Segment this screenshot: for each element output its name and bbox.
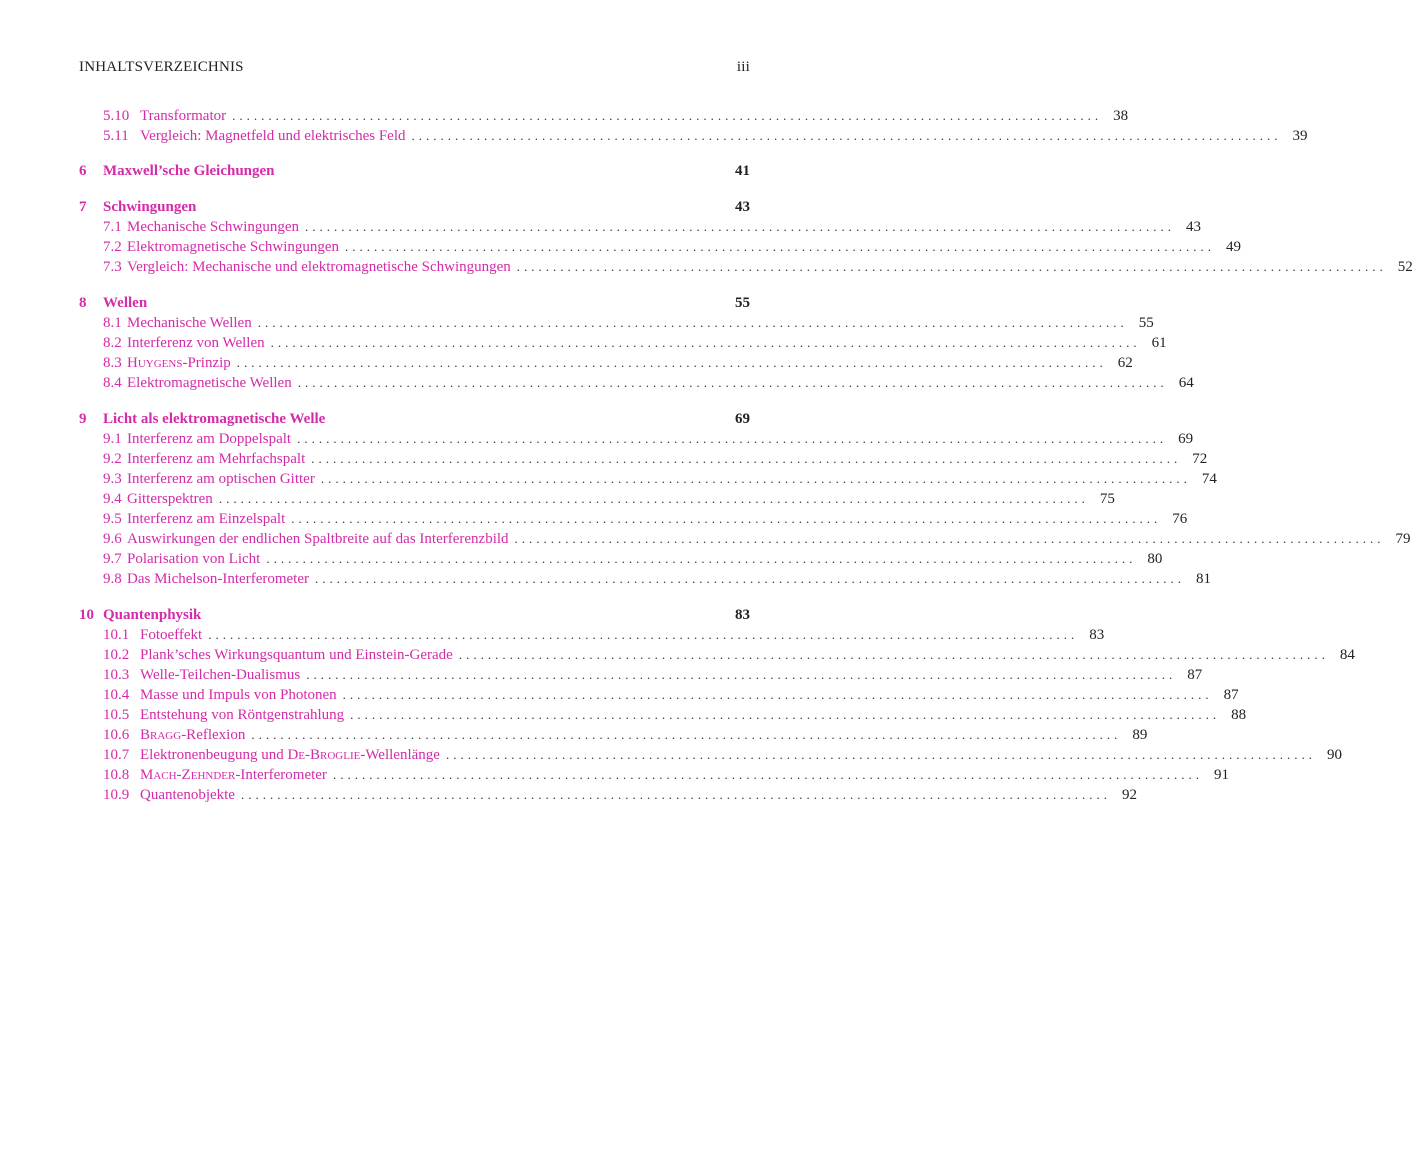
toc-section-entry[interactable] (79, 665, 1203, 685)
toc-entry-number: 9.3 (103, 471, 122, 487)
toc-leader-dots: ........................................................................................................................ (297, 375, 1168, 390)
toc-entry-page: 72 (1192, 451, 1208, 467)
toc-entry-page: 41 (735, 163, 750, 179)
toc-leader-dots: ........................................................................................................................ (306, 667, 1177, 682)
toc-section-entry[interactable] (79, 373, 1194, 393)
toc-entry-title-name: De-Broglie (287, 747, 361, 763)
toc-section-entry[interactable] (79, 489, 1115, 509)
toc-entry-number: 5.11 (103, 128, 129, 144)
toc-entry-number: 10 (79, 607, 94, 623)
toc-entry-title[interactable]: Plank’sches Wirkungsquantum und Einstein-Gerade (140, 647, 453, 663)
toc-entry-number: 10.7 (103, 747, 130, 763)
toc-entry-title[interactable]: Interferenz von Wellen (127, 335, 265, 351)
toc-leader-dots: ........................................................................................................................ (332, 767, 1203, 782)
toc-entry-page: 80 (1147, 551, 1163, 567)
toc-entry-number: 5.10 (103, 108, 130, 124)
toc-entry-page: 87 (1187, 667, 1203, 683)
toc-entry-page: 81 (1196, 571, 1212, 587)
toc-leader-dots: ........................................................................................................................ (342, 687, 1213, 702)
toc-leader-dots: ........................................................................................................................ (257, 315, 1128, 330)
toc-chapter-entry[interactable] (79, 161, 750, 181)
toc-section-entry[interactable] (79, 765, 1229, 785)
toc-entry-page: 39 (1292, 128, 1308, 144)
toc-leader-dots: ........................................................................................................................ (458, 647, 1329, 662)
toc-entry-number: 8.1 (103, 315, 122, 331)
toc-entry-page: 69 (1178, 431, 1194, 447)
toc-leader-dots: ........................................................................................................................ (232, 108, 1103, 123)
toc-chapter-entry[interactable] (79, 293, 750, 313)
toc-entry-title[interactable]: Quantenobjekte (140, 787, 235, 803)
toc-section-entry[interactable] (79, 353, 1133, 373)
toc-entry-page: 55 (1138, 315, 1154, 331)
toc-entry-page: 49 (1226, 239, 1242, 255)
toc-entry-title[interactable]: Transformator (140, 108, 227, 124)
toc-leader-dots: ........................................................................................................................ (240, 787, 1111, 802)
toc-entry-number: 9.2 (103, 451, 122, 467)
toc-entry-title[interactable]: Quantenphysik (103, 607, 202, 623)
toc-leader-dots: ........................................................................................................................ (350, 707, 1221, 722)
toc-entry-number: 10.9 (103, 787, 130, 803)
toc-section-entry[interactable] (79, 745, 1342, 765)
toc-entry-page: 55 (735, 295, 750, 311)
toc-entry-title[interactable]: Schwingungen (103, 199, 197, 215)
toc-entry-page: 89 (1132, 727, 1148, 743)
toc-entry-title[interactable]: Polarisation von Licht (127, 551, 261, 567)
toc-section-entry[interactable] (79, 705, 1247, 725)
toc-entry-page: 43 (735, 199, 750, 215)
header-page-number: iii (736, 59, 750, 75)
toc-section-entry[interactable] (79, 313, 1154, 333)
toc-entry-number: 9.8 (103, 571, 122, 587)
toc-entry-number: 9.4 (103, 491, 122, 507)
toc-entry-page: 87 (1223, 687, 1239, 703)
toc-entry-page: 90 (1326, 747, 1342, 763)
toc-entry-number: 9 (79, 411, 87, 427)
toc-entry-title-rest: -Reflexion (181, 727, 246, 743)
toc-entry-title[interactable]: Mechanische Schwingungen (127, 219, 300, 235)
toc-entry-number: 8 (79, 295, 87, 311)
toc-entry-title[interactable]: Elektromagnetische Schwingungen (127, 239, 340, 255)
toc-entry-page: 43 (1186, 219, 1202, 235)
toc-entry-title[interactable]: Das Michelson-Interferometer (127, 571, 310, 587)
toc-entry-page: 83 (735, 607, 750, 623)
toc-entry-title[interactable] (127, 353, 231, 373)
toc-entry-title-name: Bragg (140, 727, 182, 743)
toc-entry-number: 7.1 (103, 219, 122, 235)
toc-entry-number: 7.3 (103, 259, 122, 275)
toc-entry-number: 9.6 (103, 531, 122, 547)
toc-leader-dots: ........................................................................................................................ (311, 451, 1182, 466)
toc-entry-title[interactable] (140, 725, 245, 745)
toc-entry-title[interactable]: Licht als elektromagnetische Welle (103, 411, 326, 427)
toc-entry-page: 69 (735, 411, 750, 427)
toc-entry-number: 10.1 (103, 627, 130, 643)
toc-leader-dots: ........................................................................................................................ (270, 335, 1141, 350)
toc-entry-number: 6 (79, 163, 87, 179)
toc-leader-dots: ........................................................................................................................ (345, 239, 1216, 254)
running-header (79, 59, 750, 76)
toc-section-entry[interactable] (79, 469, 1217, 489)
toc-section-entry[interactable] (79, 569, 1212, 589)
toc-section-entry[interactable] (79, 429, 1194, 449)
toc-leader-dots: ........................................................................................................................ (315, 571, 1186, 586)
toc-entry-page: 38 (1113, 108, 1129, 124)
toc-entry-title[interactable]: Interferenz am Doppelspalt (127, 431, 292, 447)
toc-entry-page: 62 (1117, 355, 1133, 371)
toc-entry-number: 8.4 (103, 375, 122, 391)
toc-entry-title[interactable]: Maxwell’sche Gleichungen (103, 163, 275, 179)
toc-entry-number: 10.3 (103, 667, 130, 683)
toc-entry-page: 61 (1151, 335, 1167, 351)
toc-leader-dots: ........................................................................................................................ (291, 511, 1162, 526)
toc-section-entry[interactable] (79, 257, 1413, 277)
toc-entry-page: 92 (1121, 787, 1137, 803)
toc-entry-page: 88 (1231, 707, 1247, 723)
table-of-contents (79, 106, 1413, 805)
toc-entry-page: 52 (1397, 259, 1413, 275)
toc-entry-number: 9.1 (103, 431, 122, 447)
toc-entry-title[interactable]: Masse und Impuls von Photonen (140, 687, 337, 703)
toc-leader-dots: ........................................................................................................................ (251, 727, 1122, 742)
toc-section-entry[interactable] (79, 217, 1202, 237)
toc-leader-dots: ........................................................................................................................ (208, 627, 1079, 642)
toc-entry-title[interactable]: Mechanische Wellen (127, 315, 252, 331)
toc-leader-dots: ........................................................................................................................ (218, 491, 1089, 506)
toc-section-entry[interactable] (79, 106, 1129, 126)
toc-section-entry[interactable] (79, 509, 1188, 529)
toc-entry-page: 79 (1395, 531, 1411, 547)
toc-entry-title[interactable]: Interferenz am Mehrfachspalt (127, 451, 306, 467)
toc-chapter-entry[interactable] (79, 197, 750, 217)
toc-section-entry[interactable] (79, 237, 1242, 257)
toc-entry-title-name: Huygens (127, 355, 183, 371)
toc-entry-number: 10.5 (103, 707, 130, 723)
toc-leader-dots: ........................................................................................................................ (516, 259, 1387, 274)
toc-entry-title[interactable] (140, 765, 327, 785)
toc-entry-number: 10.4 (103, 687, 130, 703)
toc-section-entry[interactable] (79, 685, 1239, 705)
toc-section-entry[interactable] (79, 449, 1208, 469)
toc-entry-number: 9.7 (103, 551, 122, 567)
toc-entry-title[interactable]: Vergleich: Magnetfeld und elektrisches Feld (140, 128, 406, 144)
toc-entry-page: 83 (1089, 627, 1105, 643)
toc-entry-number: 10.6 (103, 727, 130, 743)
toc-leader-dots: ........................................................................................................................ (514, 531, 1385, 546)
toc-entry-number: 10.2 (103, 647, 130, 663)
toc-entry-title[interactable]: Welle-Teilchen-Dualismus (140, 667, 301, 683)
toc-entry-number: 8.2 (103, 335, 122, 351)
toc-entry-number: 7.2 (103, 239, 122, 255)
toc-leader-dots: ........................................................................................................................ (411, 128, 1282, 143)
toc-leader-dots: ........................................................................................................................ (297, 431, 1168, 446)
toc-leader-dots: ........................................................................................................................ (266, 551, 1137, 566)
toc-entry-page: 84 (1339, 647, 1355, 663)
toc-leader-dots: ........................................................................................................................ (305, 219, 1176, 234)
header-title: INHALTSVERZEICHNIS (79, 59, 244, 75)
toc-section-entry[interactable] (79, 549, 1163, 569)
toc-entry-page: 75 (1099, 491, 1115, 507)
toc-entry-title[interactable]: Entstehung von Röntgenstrahlung (140, 707, 345, 723)
toc-entry-number: 7 (79, 199, 87, 215)
toc-entry-title[interactable]: Interferenz am Einzelspalt (127, 511, 286, 527)
toc-section-entry[interactable] (79, 529, 1411, 549)
toc-leader-dots: ........................................................................................................................ (320, 471, 1191, 486)
toc-entry-title-rest: -Prinzip (182, 355, 231, 371)
toc-entry-page: 64 (1178, 375, 1194, 391)
toc-leader-dots: ........................................................................................................................ (236, 355, 1107, 370)
toc-entry-title[interactable]: Wellen (103, 295, 148, 311)
toc-section-entry[interactable] (79, 126, 1308, 146)
toc-entry-page: 76 (1172, 511, 1188, 527)
toc-section-entry[interactable] (79, 625, 1105, 645)
toc-entry-title[interactable]: Auswirkungen der endlichen Spaltbreite auf das Interferenzbild (127, 531, 509, 547)
toc-entry-title-rest: -Wellenlänge (360, 747, 440, 763)
toc-entry-title[interactable]: Fotoeffekt (140, 627, 203, 643)
toc-section-entry[interactable] (79, 333, 1167, 353)
toc-section-entry[interactable] (79, 725, 1148, 745)
toc-entry-number: 10.8 (103, 767, 130, 783)
toc-chapter-entry[interactable] (79, 605, 750, 625)
toc-entry-title[interactable]: Interferenz am optischen Gitter (127, 471, 315, 487)
toc-entry-title-prefix: Elektronenbeugung und (140, 747, 288, 763)
toc-section-entry[interactable] (79, 645, 1355, 665)
toc-entry-title-name: Mach-Zehnder (140, 767, 236, 783)
toc-leader-dots: ........................................................................................................................ (445, 747, 1316, 762)
toc-entry-title-rest: -Interferometer (235, 767, 327, 783)
toc-entry-page: 91 (1213, 767, 1229, 783)
toc-entry-page: 74 (1201, 471, 1217, 487)
toc-entry-title[interactable]: Vergleich: Mechanische und elektromagnetische Schwingungen (127, 259, 511, 275)
toc-chapter-entry[interactable] (79, 409, 750, 429)
toc-section-entry[interactable] (79, 785, 1137, 805)
toc-entry-number: 9.5 (103, 511, 122, 527)
toc-entry-title[interactable]: Gitterspektren (127, 491, 213, 507)
toc-entry-number: 8.3 (103, 355, 122, 371)
toc-entry-title[interactable]: Elektromagnetische Wellen (127, 375, 292, 391)
toc-entry-title[interactable] (140, 745, 440, 765)
